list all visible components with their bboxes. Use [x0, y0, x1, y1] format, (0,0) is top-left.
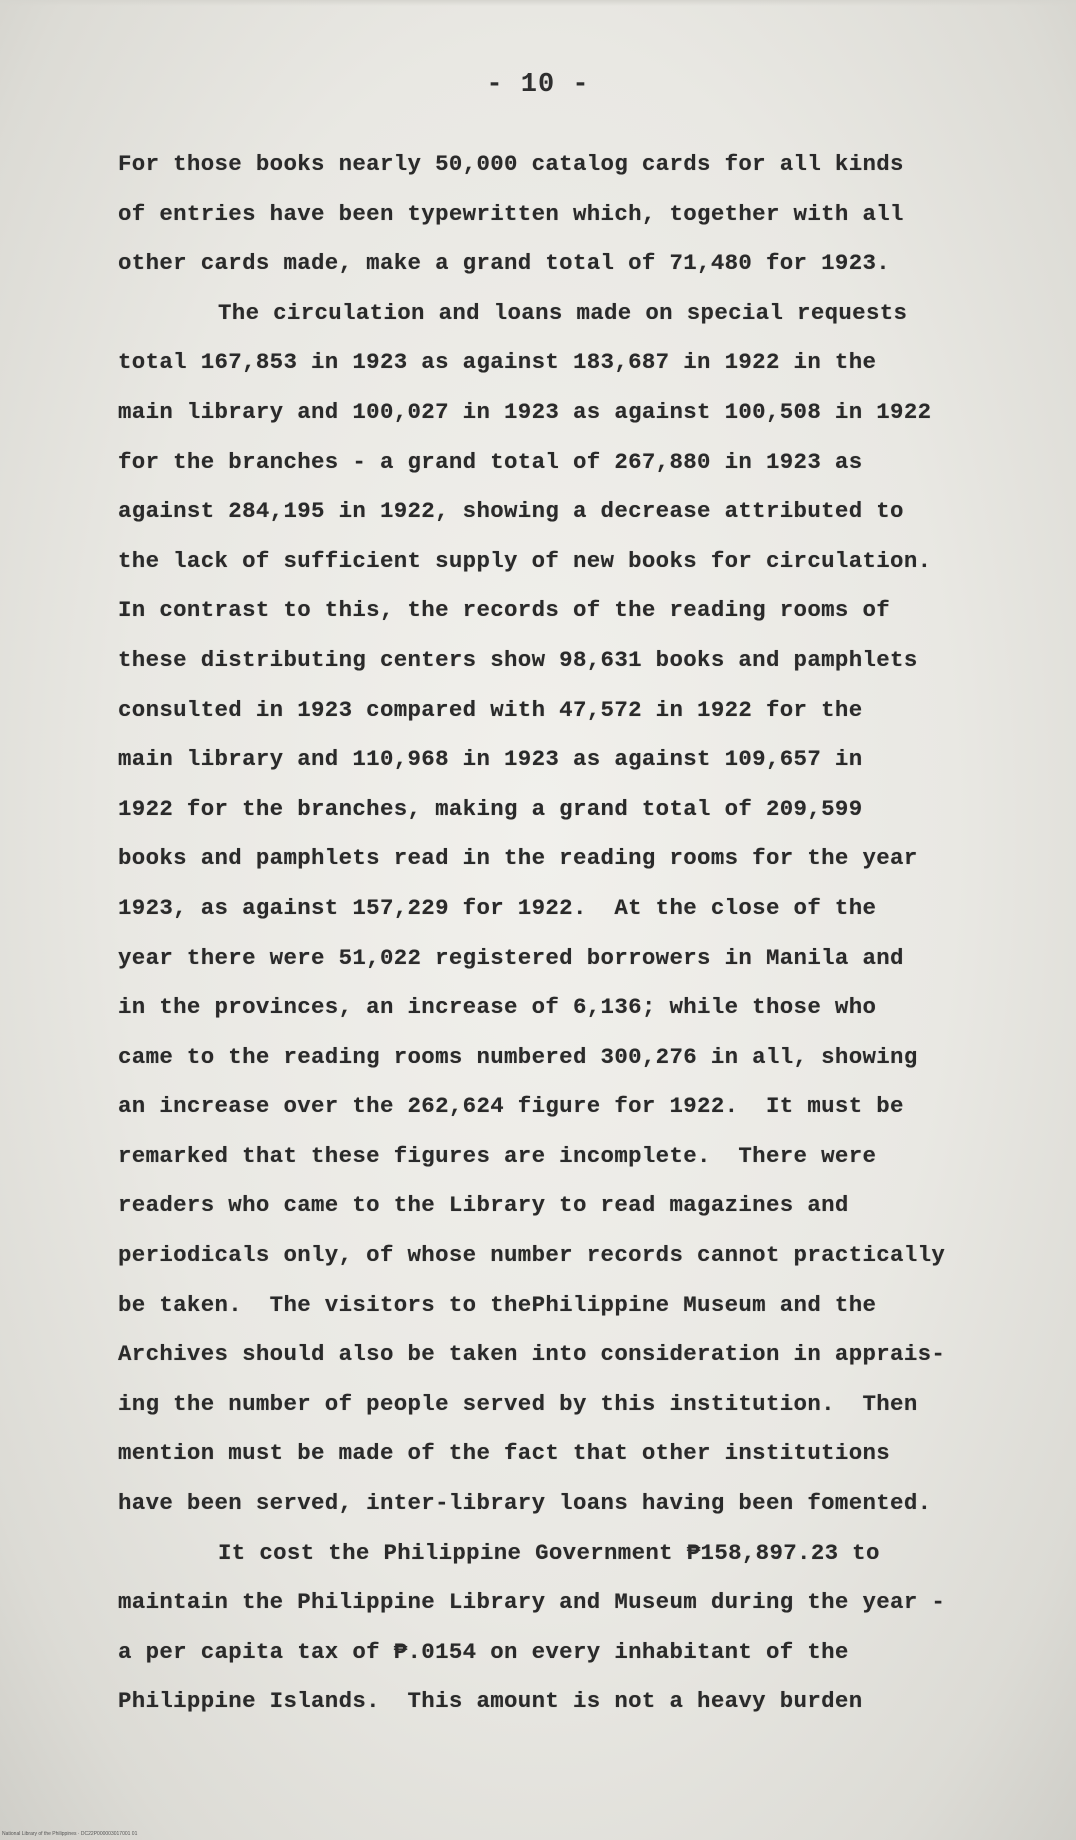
- text-line: for the branches - a grand total of 267,880 in 1923 as: [118, 448, 863, 475]
- text-line: came to the reading rooms numbered 300,276 in all, showing: [118, 1043, 918, 1070]
- text-line: have been served, inter-library loans having been fomented.: [118, 1490, 932, 1517]
- text-line: in the provinces, an increase of 6,136; while those who: [118, 994, 877, 1021]
- text-line: The circulation and loans made on special requests: [218, 299, 908, 326]
- text-line: an increase over the 262,624 figure for 1922. It must be: [118, 1093, 904, 1120]
- text-line: remarked that these figures are incomplete. There were: [118, 1142, 877, 1169]
- text-line: other cards made, make a grand total of 71,480 for 1923.: [118, 250, 891, 277]
- text-line: consulted in 1923 compared with 47,572 in 1922 for the: [118, 696, 863, 723]
- text-line: total 167,853 in 1923 as against 183,687 in 1922 in the: [118, 349, 877, 376]
- text-line: against 284,195 in 1922, showing a decrease attributed to: [118, 498, 904, 525]
- text-line: the lack of sufficient supply of new books for circulation.: [118, 547, 932, 574]
- text-line: year there were 51,022 registered borrowers in Manila and: [118, 944, 904, 971]
- text-line: main library and 110,968 in 1923 as against 109,657 in: [118, 746, 863, 773]
- text-line: It cost the Philippine Government ₱158,897.23 to: [218, 1539, 880, 1566]
- page-number: - 10 -: [486, 70, 590, 100]
- text-line: these distributing centers show 98,631 books and pamphlets: [118, 646, 918, 673]
- text-line: ing the number of people served by this institution. Then: [118, 1390, 918, 1417]
- text-line: 1923, as against 157,229 for 1922. At the close of the: [118, 894, 877, 921]
- text-line: be taken. The visitors to thePhilippine Museum and the: [118, 1291, 877, 1318]
- text-line: For those books nearly 50,000 catalog cards for all kinds: [118, 151, 904, 177]
- text-line: books and pamphlets read in the reading rooms for the year: [118, 845, 918, 872]
- text-line: mention must be made of the fact that other institutions: [118, 1440, 891, 1467]
- text-line: readers who came to the Library to read magazines and: [118, 1192, 849, 1219]
- text-line: maintain the Philippine Library and Museum during the year -: [118, 1589, 946, 1616]
- text-line: of entries have been typewritten which, together with all: [118, 200, 904, 227]
- text-line: a per capita tax of ₱.0154 on every inhabitant of the: [118, 1638, 849, 1665]
- archive-stamp: National Library of the Philippines · DC22P000003017001 01: [2, 1831, 138, 1837]
- text-line: Archives should also be taken into consideration in apprais-: [118, 1341, 946, 1368]
- text-line: 1922 for the branches, making a grand total of 209,599: [118, 795, 863, 822]
- text-line: periodicals only, of whose number records cannot practically: [118, 1242, 946, 1269]
- text-line: Philippine Islands. This amount is not a heavy burden: [118, 1688, 863, 1715]
- text-line: main library and 100,027 in 1923 as against 100,508 in 1922: [118, 398, 932, 425]
- page-edge-shadow: [0, 0, 1076, 6]
- text-line: In contrast to this, the records of the reading rooms of: [118, 597, 891, 624]
- body-text: [118, 140, 1018, 1727]
